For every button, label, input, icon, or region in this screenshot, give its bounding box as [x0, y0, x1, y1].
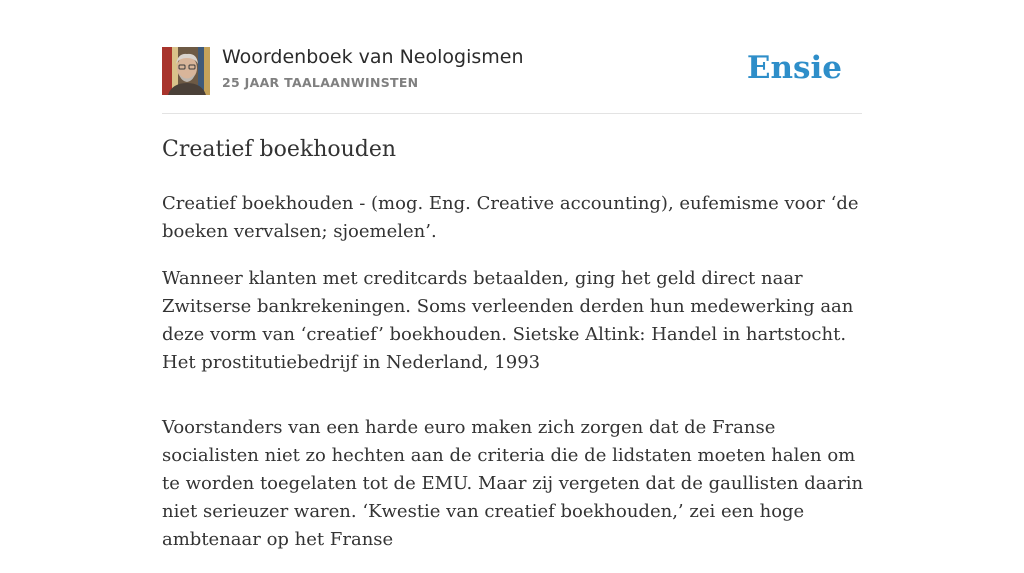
header-divider — [162, 113, 862, 114]
author-avatar[interactable] — [162, 47, 210, 95]
avatar-photo-icon — [162, 47, 210, 95]
source-title[interactable]: Woordenboek van Neologismen — [222, 46, 524, 68]
entry-definition: Creatief boekhouden - (mog. Eng. Creative accounting), eufemisme voor ‘de boeken vervalsen; sjoemelen’. — [162, 193, 859, 242]
source-header — [162, 46, 862, 96]
source-subtitle: 25 JAAR TAALAANWINSTEN — [222, 75, 419, 90]
ensie-logo[interactable]: Ensie — [746, 50, 842, 86]
entry-title: Creatief boekhouden — [162, 137, 397, 162]
entry-quote: Wanneer klanten met creditcards betaalden, ging het geld direct naar Zwitserse bankrekeningen. Soms verleenden derden hun medewerking aan deze vorm van ‘creatief’ boekhouden. Sietske Altink: Handel in hartstocht. Het prostitutiebedrijf in Nederland, 1993 — [162, 268, 854, 373]
entry-quote: Voorstanders van een harde euro maken zich zorgen dat de Franse socialisten niet zo hechten aan de criteria die de lidstaten moeten halen om te worden toegelaten tot de EMU. Maar zij vergeten dat de gaullisten daarin niet serieuzer waren. ‘Kwestie van creatief boekhouden,’ zei een hoge ambtenaar op het Franse — [162, 417, 864, 550]
entry-content — [162, 190, 867, 573]
